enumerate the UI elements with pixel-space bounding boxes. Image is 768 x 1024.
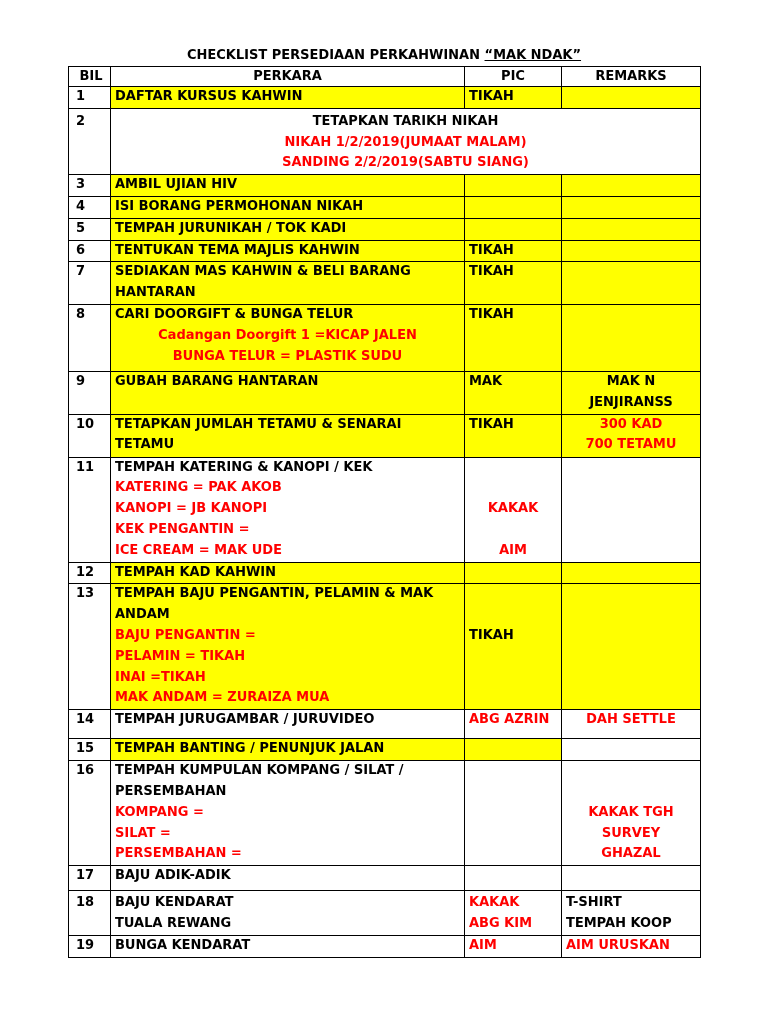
row-perkara: TENTUKAN TEMA MAJLIS KAHWIN <box>111 240 465 262</box>
row-pic <box>465 584 562 710</box>
row-pic <box>465 196 562 218</box>
row-remarks <box>562 891 701 936</box>
row-remarks <box>562 761 701 866</box>
row-remarks: DAH SETTLE <box>562 710 701 739</box>
row-number: 18 <box>69 891 111 936</box>
row-detail: KEK PENGANTIN = <box>115 521 250 537</box>
row-pic: MAK <box>465 371 562 414</box>
row-pic-line: TIKAH <box>469 627 514 643</box>
row-number: 10 <box>69 414 111 457</box>
table-row <box>69 710 701 739</box>
row-perkara <box>111 584 465 710</box>
table-row <box>69 304 701 371</box>
header-row <box>69 67 701 87</box>
row-perkara-line: BAJU KENDARAT <box>115 895 234 911</box>
row-remarks <box>562 371 701 414</box>
row-pic: TIKAH <box>465 262 562 305</box>
row-perkara-line: SEDIAKAN MAS KAHWIN & BELI BARANG <box>115 264 411 280</box>
row-remarks <box>562 218 701 240</box>
row-pic: TIKAH <box>465 414 562 457</box>
row-remarks <box>562 175 701 197</box>
row-remarks-line: TEMPAH KOOP <box>566 915 672 931</box>
row-number: 16 <box>69 761 111 866</box>
row-number: 1 <box>69 87 111 109</box>
row-perkara: TEMPAH JURUGAMBAR / JURUVIDEO <box>111 710 465 739</box>
row-detail: BUNGA TELUR = PLASTIK SUDU <box>172 348 403 364</box>
row-number: 6 <box>69 240 111 262</box>
row-pic-line: KAKAK <box>469 895 520 911</box>
row-number: 15 <box>69 739 111 761</box>
table-row <box>69 240 701 262</box>
row-remarks: AIM URUSKAN <box>562 936 701 958</box>
table-row <box>69 414 701 457</box>
row-pic: TIKAH <box>465 304 562 371</box>
document-title <box>0 47 768 65</box>
row-detail: KATERING = PAK AKOB <box>115 480 282 496</box>
row-pic <box>465 175 562 197</box>
row-remarks-line: GHAZAL <box>601 846 661 862</box>
row-number: 9 <box>69 371 111 414</box>
table-row <box>69 866 701 891</box>
row-perkara-line: TUALA REWANG <box>115 915 232 931</box>
table-row <box>69 175 701 197</box>
row-perkara: ISI BORANG PERMOHONAN NIKAH <box>111 196 465 218</box>
row-pic-line: ABG KIM <box>469 915 533 931</box>
row-perkara-line: ANDAM <box>115 607 170 623</box>
row-remarks-line: T-SHIRT <box>566 895 622 911</box>
row-pic: TIKAH <box>465 87 562 109</box>
row-remarks <box>562 457 701 562</box>
row-remarks-line: SURVEY <box>601 825 661 841</box>
row-perkara: TEMPAH KAD KAHWIN <box>111 562 465 584</box>
title-name: “MAK NDAK” <box>484 48 582 63</box>
table-row <box>69 761 701 866</box>
row-perkara: TEMPAH BANTING / PENUNJUK JALAN <box>111 739 465 761</box>
row-perkara <box>111 304 465 371</box>
header-bil: BIL <box>69 67 111 87</box>
row-number: 8 <box>69 304 111 371</box>
row-number: 17 <box>69 866 111 891</box>
row-remarks-line: JENJIRANSS <box>589 394 673 410</box>
table-row <box>69 584 701 710</box>
row-detail: PELAMIN = TIKAH <box>115 648 246 664</box>
row-remarks-line: 700 TETAMU <box>585 437 677 453</box>
row-number: 7 <box>69 262 111 305</box>
row-perkara-main: TEMPAH KATERING & KANOPI / KEK <box>115 459 373 475</box>
row-remarks <box>562 240 701 262</box>
row-detail: ICE CREAM = MAK UDE <box>115 542 282 558</box>
row-perkara: TEMPAH JURUNIKAH / TOK KADI <box>111 218 465 240</box>
row-detail: SILAT = <box>115 825 171 841</box>
row-remarks-line: MAK N <box>606 373 656 389</box>
table-row <box>69 891 701 936</box>
row-remarks-line: KAKAK TGH <box>588 804 674 820</box>
row-detail: BAJU PENGANTIN = <box>115 627 256 643</box>
row-number: 11 <box>69 457 111 562</box>
row-remarks <box>562 584 701 710</box>
row-pic <box>465 761 562 866</box>
row-pic <box>465 866 562 891</box>
table-row <box>69 936 701 958</box>
row-number: 13 <box>69 584 111 710</box>
row-remarks <box>562 304 701 371</box>
row-perkara-line: TETAMU <box>115 437 175 453</box>
row-perkara: GUBAH BARANG HANTARAN <box>111 371 465 414</box>
row-perkara <box>111 414 465 457</box>
row-detail: Cadangan Doorgift 1 =KICAP JALEN <box>158 327 417 343</box>
row-remarks-line: 300 KAD <box>599 416 663 432</box>
row-detail: PERSEMBAHAN = <box>115 846 242 862</box>
row-perkara <box>111 457 465 562</box>
row-pic <box>465 739 562 761</box>
header-perkara: PERKARA <box>111 67 465 87</box>
table-row <box>69 457 701 562</box>
row-perkara <box>111 262 465 305</box>
row-number: 2 <box>69 108 111 174</box>
row-perkara <box>111 108 701 174</box>
row-pic: AIM <box>465 936 562 958</box>
row-perkara <box>111 891 465 936</box>
row-pic <box>465 562 562 584</box>
row-perkara: AMBIL UJIAN HIV <box>111 175 465 197</box>
row-detail: KOMPANG = <box>115 804 204 820</box>
row-pic-line: AIM <box>499 542 527 558</box>
row-perkara <box>111 761 465 866</box>
table-row <box>69 562 701 584</box>
row-number: 3 <box>69 175 111 197</box>
table-row <box>69 196 701 218</box>
row-perkara: DAFTAR KURSUS KAHWIN <box>111 87 465 109</box>
row-pic: ABG AZRIN <box>465 710 562 739</box>
row-perkara-line: PERSEMBAHAN <box>115 783 227 799</box>
row-number: 14 <box>69 710 111 739</box>
row-detail: NIKAH 1/2/2019(JUMAAT MALAM) <box>284 134 527 150</box>
row-detail: MAK ANDAM = ZURAIZA MUA <box>115 690 330 706</box>
row-remarks <box>562 866 701 891</box>
row-perkara: BAJU ADIK-ADIK <box>111 866 465 891</box>
row-perkara-main: CARI DOORGIFT & BUNGA TELUR <box>115 306 354 322</box>
row-pic-line: KAKAK <box>487 501 539 517</box>
checklist-table <box>68 66 701 958</box>
row-perkara-line: TEMPAH KUMPULAN KOMPANG / SILAT / <box>115 763 404 779</box>
row-remarks <box>562 196 701 218</box>
row-pic <box>465 218 562 240</box>
row-remarks <box>562 739 701 761</box>
row-perkara-line: TETAPKAN JUMLAH TETAMU & SENARAI <box>115 416 402 432</box>
table-row <box>69 87 701 109</box>
row-perkara-main: TETAPKAN TARIKH NIKAH <box>312 113 499 129</box>
row-remarks <box>562 414 701 457</box>
table-row <box>69 108 701 174</box>
row-number: 5 <box>69 218 111 240</box>
row-number: 12 <box>69 562 111 584</box>
row-pic <box>465 891 562 936</box>
header-remarks: REMARKS <box>562 67 701 87</box>
header-pic: PIC <box>465 67 562 87</box>
row-number: 19 <box>69 936 111 958</box>
row-perkara-line: HANTARAN <box>115 285 196 301</box>
row-number: 4 <box>69 196 111 218</box>
row-detail: INAI =TIKAH <box>115 669 206 685</box>
row-pic: TIKAH <box>465 240 562 262</box>
table-row <box>69 218 701 240</box>
row-detail: SANDING 2/2/2019(SABTU SIANG) <box>282 155 529 171</box>
row-pic <box>465 457 562 562</box>
table-row <box>69 739 701 761</box>
title-prefix: CHECKLIST PERSEDIAAN PERKAHWINAN <box>186 48 485 63</box>
row-remarks <box>562 562 701 584</box>
row-detail: KANOPI = JB KANOPI <box>115 501 268 517</box>
table-row <box>69 371 701 414</box>
row-perkara: BUNGA KENDARAT <box>111 936 465 958</box>
row-remarks <box>562 87 701 109</box>
row-perkara-line: TEMPAH BAJU PENGANTIN, PELAMIN & MAK <box>115 586 434 602</box>
table-row <box>69 262 701 305</box>
row-remarks <box>562 262 701 305</box>
